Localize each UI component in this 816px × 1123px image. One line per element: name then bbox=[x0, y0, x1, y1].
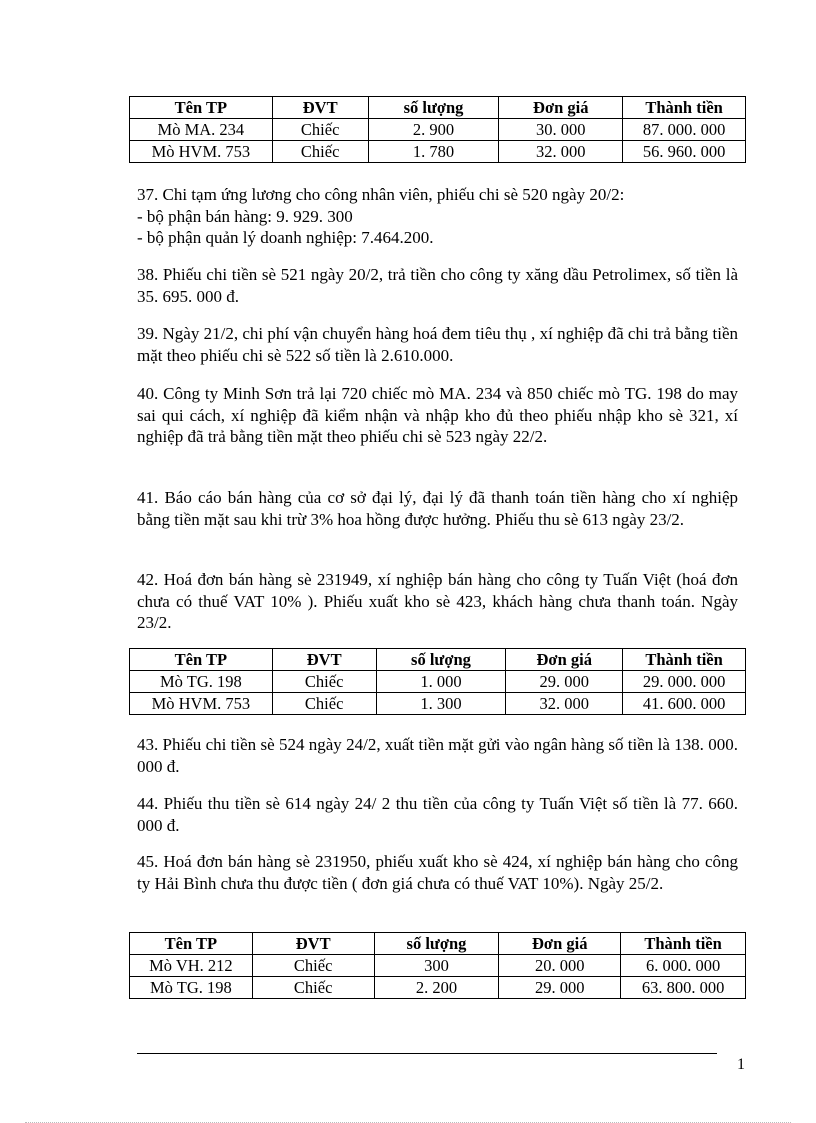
table-cell: Chiếc bbox=[272, 119, 368, 141]
header-thanh-tien: Thành tiền bbox=[623, 97, 746, 119]
product-table-2 bbox=[129, 648, 746, 715]
header-ten-tp: Tên TP bbox=[130, 649, 273, 671]
table-cell: 56. 960. 000 bbox=[623, 141, 746, 163]
header-ten-tp: Tên TP bbox=[130, 97, 273, 119]
table-cell: Chiếc bbox=[272, 693, 376, 715]
table-cell: 29. 000. 000 bbox=[623, 671, 746, 693]
paragraph-37-line-3: - bộ phận quản lý doanh nghiệp: 7.464.200. bbox=[137, 228, 434, 247]
paragraph-37 bbox=[137, 184, 738, 249]
table-cell: 32. 000 bbox=[499, 141, 623, 163]
table-row bbox=[130, 119, 746, 141]
table-header-row bbox=[130, 97, 746, 119]
header-don-gia: Đơn giá bbox=[499, 933, 621, 955]
table-row bbox=[130, 977, 746, 999]
header-dvt: ĐVT bbox=[272, 649, 376, 671]
header-thanh-tien: Thành tiền bbox=[623, 649, 746, 671]
table-cell: 1. 300 bbox=[376, 693, 506, 715]
header-thanh-tien: Thành tiền bbox=[621, 933, 746, 955]
header-so-luong: số lượng bbox=[376, 649, 506, 671]
table-cell: Chiếc bbox=[252, 955, 374, 977]
table-cell: 6. 000. 000 bbox=[621, 955, 746, 977]
paragraph-44: 44. Phiếu thu tiền sè 614 ngày 24/ 2 thu tiền của công ty Tuấn Việt số tiền là 77. 660. 000 đ. bbox=[137, 794, 738, 835]
paragraph-40: 40. Công ty Minh Sơn trả lại 720 chiếc mò MA. 234 và 850 chiếc mò TG. 198 do may sai qui cách, xí nghiệp đã kiểm nhận và nhập kho đủ theo phiếu nhập kho sè 321, xí nghiệp đã trả bằng tiền mặt theo phiếu chi sè 523 ngày 22/2. bbox=[137, 384, 738, 446]
header-ten-tp: Tên TP bbox=[130, 933, 253, 955]
paragraph-43: 43. Phiếu chi tiền sè 524 ngày 24/2, xuất tiền mặt gửi vào ngân hàng số tiền là 138. 000. 000 đ. bbox=[137, 735, 738, 776]
table-cell: Chiếc bbox=[272, 671, 376, 693]
paragraph-41: 41. Báo cáo bán hàng của cơ sở đại lý, đại lý đã thanh toán tiền hàng cho xí nghiệp bằng tiền mặt sau khi trừ 3% hoa hồng được hưởng. Phiếu thu sè 613 ngày 23/2. bbox=[137, 488, 738, 529]
paragraph-42: 42. Hoá đơn bán hàng sè 231949, xí nghiệp bán hàng cho công ty Tuấn Việt (hoá đơn chưa có thuế VAT 10% ). Phiếu xuất kho sè 423, khách hàng chưa thanh toán. Ngày 23/2. bbox=[137, 570, 738, 632]
table-cell: 29. 000 bbox=[506, 671, 623, 693]
header-so-luong: số lượng bbox=[374, 933, 499, 955]
table-row bbox=[130, 693, 746, 715]
header-dvt: ĐVT bbox=[252, 933, 374, 955]
product-table-3 bbox=[129, 932, 746, 999]
paragraph-45: 45. Hoá đơn bán hàng sè 231950, phiếu xuất kho sè 424, xí nghiệp bán hàng cho công ty Hải Bình chưa thu được tiền ( đơn giá chưa có thuế VAT 10%). Ngày 25/2. bbox=[137, 852, 738, 893]
header-so-luong: số lượng bbox=[368, 97, 499, 119]
table-cell: Mò TG. 198 bbox=[130, 977, 253, 999]
table-cell: 32. 000 bbox=[506, 693, 623, 715]
table-cell: 300 bbox=[374, 955, 499, 977]
page-number: 1 bbox=[737, 1056, 745, 1073]
header-don-gia: Đơn giá bbox=[499, 97, 623, 119]
table-cell: 87. 000. 000 bbox=[623, 119, 746, 141]
table-header-row bbox=[130, 649, 746, 671]
table-cell: 30. 000 bbox=[499, 119, 623, 141]
table-cell: 1. 780 bbox=[368, 141, 499, 163]
table-row bbox=[130, 671, 746, 693]
table-cell: 2. 200 bbox=[374, 977, 499, 999]
table-cell: Mò HVM. 753 bbox=[130, 693, 273, 715]
paragraph-38: 38. Phiếu chi tiền sè 521 ngày 20/2, trả tiền cho công ty xăng dầu Petrolimex, số tiền là 35. 695. 000 đ. bbox=[137, 265, 738, 306]
table-row bbox=[130, 141, 746, 163]
header-dvt: ĐVT bbox=[272, 97, 368, 119]
table-cell: Chiếc bbox=[252, 977, 374, 999]
table-row bbox=[130, 955, 746, 977]
footer-divider bbox=[137, 1053, 717, 1054]
table-cell: 29. 000 bbox=[499, 977, 621, 999]
table-cell: 1. 000 bbox=[376, 671, 506, 693]
table-header-row bbox=[130, 933, 746, 955]
table-cell: 2. 900 bbox=[368, 119, 499, 141]
paragraph-39: 39. Ngày 21/2, chi phí vận chuyển hàng hoá đem tiêu thụ , xí nghiệp đã chi trả bằng tiền mặt theo phiếu chi sè 522 số tiền là 2.610.000. bbox=[137, 324, 738, 365]
table-cell: 20. 000 bbox=[499, 955, 621, 977]
paragraph-37-line-2: - bộ phận bán hàng: 9. 929. 300 bbox=[137, 206, 353, 226]
product-table-1 bbox=[129, 96, 746, 163]
table-cell: Mò VH. 212 bbox=[130, 955, 253, 977]
table-cell: 63. 800. 000 bbox=[621, 977, 746, 999]
table-cell: Mò TG. 198 bbox=[130, 671, 273, 693]
table-cell: Chiếc bbox=[272, 141, 368, 163]
table-cell: Mò HVM. 753 bbox=[130, 141, 273, 163]
table-cell: 41. 600. 000 bbox=[623, 693, 746, 715]
table-cell: Mò MA. 234 bbox=[130, 119, 273, 141]
paragraph-37-line-1: 37. Chi tạm ứng lương cho công nhân viên, phiếu chi sè 520 ngày 20/2: bbox=[137, 185, 625, 204]
header-don-gia: Đơn giá bbox=[506, 649, 623, 671]
